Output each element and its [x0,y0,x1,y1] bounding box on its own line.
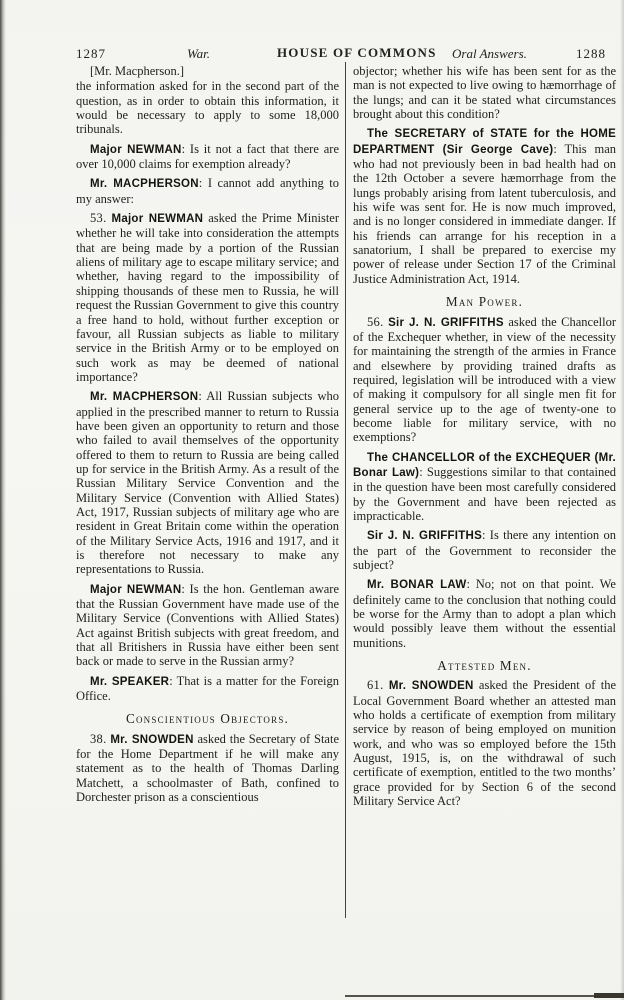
speaker-separator: : [181,581,190,596]
speech-paragraph [353,528,616,572]
speaker-name: Mr. SNOWDEN [388,680,474,693]
speaker-name: Sir J. N. GRIFFITHS [388,316,504,329]
speech-text: asked the President of the Local Government Board whether an attested man who holds a certificate of exemption from military service by reason of being employed on munition work, and who was so employed before the 15th August, 1915, is, on the withdrawal of such certificate of exemption, entitled to the two months’ grace provided for by Section 6 of the second Military Service Act? [353,678,617,809]
speaker-name: The CHANCELLOR of the EXCHEQUER (Mr. Bonar Law) [353,451,616,479]
speech-text: asked the Prime Minister whether he will take into consideration the attempts that are being made by a portion of the Russian aliens of military age to escape military service; and whether, having regard to the impossibility of shipping thousands of these men to Russia, he will request the Russian Government to give this country a free hand to hold, without further exception or favour, all Russian subjects as liable to military service in the British Army or to be employed on such work as may be deemed of national importance? [76,211,340,384]
speech-paragraph [76,582,339,669]
speaker-separator: : [419,464,427,479]
speech-text: Is it not a fact that there are over 10,000 claims for exemption already? [76,141,339,172]
speech-text: Is the hon. Gentleman aware that the Russian Government have made use of the Military Service (Conventions with Allied States) Act against British subjects with great freedom, and that all Britishers in Russia have either been sent back or made to serve in the Russian army? [76,581,339,669]
scan-edge-right [620,0,624,1000]
question-paragraph [353,315,616,445]
speaker-name: Major NEWMAN [90,143,182,156]
section-heading: Attested Men. [437,658,532,674]
speaker-separator: : [482,528,490,543]
speech-paragraph [76,142,339,172]
page-title: HOUSE OF COMMONS [277,45,437,60]
speech-text: This man who had not previously been in bad health had on the 12th October a severe hæmorrhage from the lungs probably arising from latent tuberculosis, and his wife was sent for. He is now much improved, and is no longer considered in immediate danger. If his friends can arrange for his reception in a sanatorium, I shall be prepared to exercise my power of release under Section 17 of the Criminal Justice Administration Act, 1914. [353,141,617,286]
scan-line-bottom-end [594,993,624,998]
speech-paragraph [76,176,339,206]
speaker-separator: : [198,176,208,191]
body-paragraph: the information asked for in the second part of the question, as in order to obtain this information, it would be necessary to apply to some 18,000 tribunals. [76,79,339,137]
speech-paragraph [353,577,616,650]
speaker-name: Mr. MACPHERSON [90,391,199,404]
question-paragraph [76,732,339,805]
speaker-separator: : [466,577,476,592]
speaker-name: Major NEWMAN [90,583,182,596]
speaker-name: Mr. BONAR LAW [367,579,467,592]
speaker-name: Sir J. N. GRIFFITHS [367,530,482,543]
speech-text: All Russian subjects who applied in the prescribed manner to return to Russia have been given an opportunity to return and those who failed to avail themselves of the opportunity offered to them to return to Russia are being called up for service in the British Army. As a result of the Russian Military Service Convention and the Military Service (Convention with Allied States) Act, 1917, Russian subjects of military age who are resident in Great Britain come within the operation of the Military Service Acts, 1916 and 1917, and it is therefore not necessary to make any representations to Russia. [76,389,339,577]
section-heading: Conscientious Objectors. [125,711,290,727]
speaker-separator: : [198,389,207,404]
speech-text: asked the Secretary of State for the Home Department if he will make any statement as to the health of Thomas Darling Matchett, a schoolmaster of Bath, confined to Dorchester prison as a conscientious [76,731,339,805]
speech-text: Is there any intention on the part of the Government to reconsider the subject? [353,528,616,572]
speech-text: Suggestions similar to that contained in the question have been most carefully considered by the Government and have been rejected as impracticable. [353,464,616,523]
scan-edge-left [0,0,6,1000]
question-number: 38. [90,731,107,746]
column-divider-rule [345,62,346,918]
column-left [76,64,339,805]
speaker-attribution: [Mr. Macpherson.] [90,64,185,78]
page-number-left: 1287 [76,46,106,61]
scan-line-bottom [345,995,624,997]
speaker-name: The SECRETARY of STATE for the HOME DEPARTMENT (Sir George Cave) [353,128,616,156]
question-paragraph [76,211,339,384]
speaker-separator: : [181,141,190,156]
page-number-right: 1288 [576,46,606,61]
speaker-separator: : [169,673,177,688]
question-paragraph [353,678,616,808]
body-paragraph: objector; whether his wife has been sent for as the man is not expected to live owing to hæmorrhage of the lungs; and can it be stated what circumstances brought about this condition? [353,64,616,122]
running-head-right: Oral Answers. [452,46,527,61]
speech-text: That is a matter for the Foreign Office. [76,673,339,704]
question-number: 56. [367,314,384,329]
question-number: 61. [367,678,384,693]
speech-paragraph [353,126,616,286]
speech-paragraph [76,389,339,576]
speaker-name: Mr. MACPHERSON [90,178,199,191]
speaker-name: Major NEWMAN [111,213,204,226]
running-head-left: War. [187,46,211,61]
section-heading: Man Power. [445,294,524,310]
speech-paragraph [76,674,339,704]
question-number: 53. [90,211,107,226]
speaker-separator: : [553,141,565,156]
speaker-name: Mr. SNOWDEN [110,733,194,746]
column-right [353,64,616,809]
speech-text: I cannot add anything to my answer: [76,176,340,206]
speech-text: asked the Chancellor of the Exchequer whether, in view of the necessity for maintaining the strength of the armies in France and elsewhere by providing trained drafts as required, legislation will be introduced with a view of making it compulsory for all single men fit for general service up to the age of twenty-one to become liable for military service, with no exemptions? [353,314,617,445]
speech-text: No; not on that point. We definitely came to the conclusion that nothing could be worse for the Army than to adopt a plan which would possibly leave them without the essential munitions. [353,577,616,650]
speaker-name: Mr. SPEAKER [90,675,170,688]
speech-paragraph [353,450,616,524]
